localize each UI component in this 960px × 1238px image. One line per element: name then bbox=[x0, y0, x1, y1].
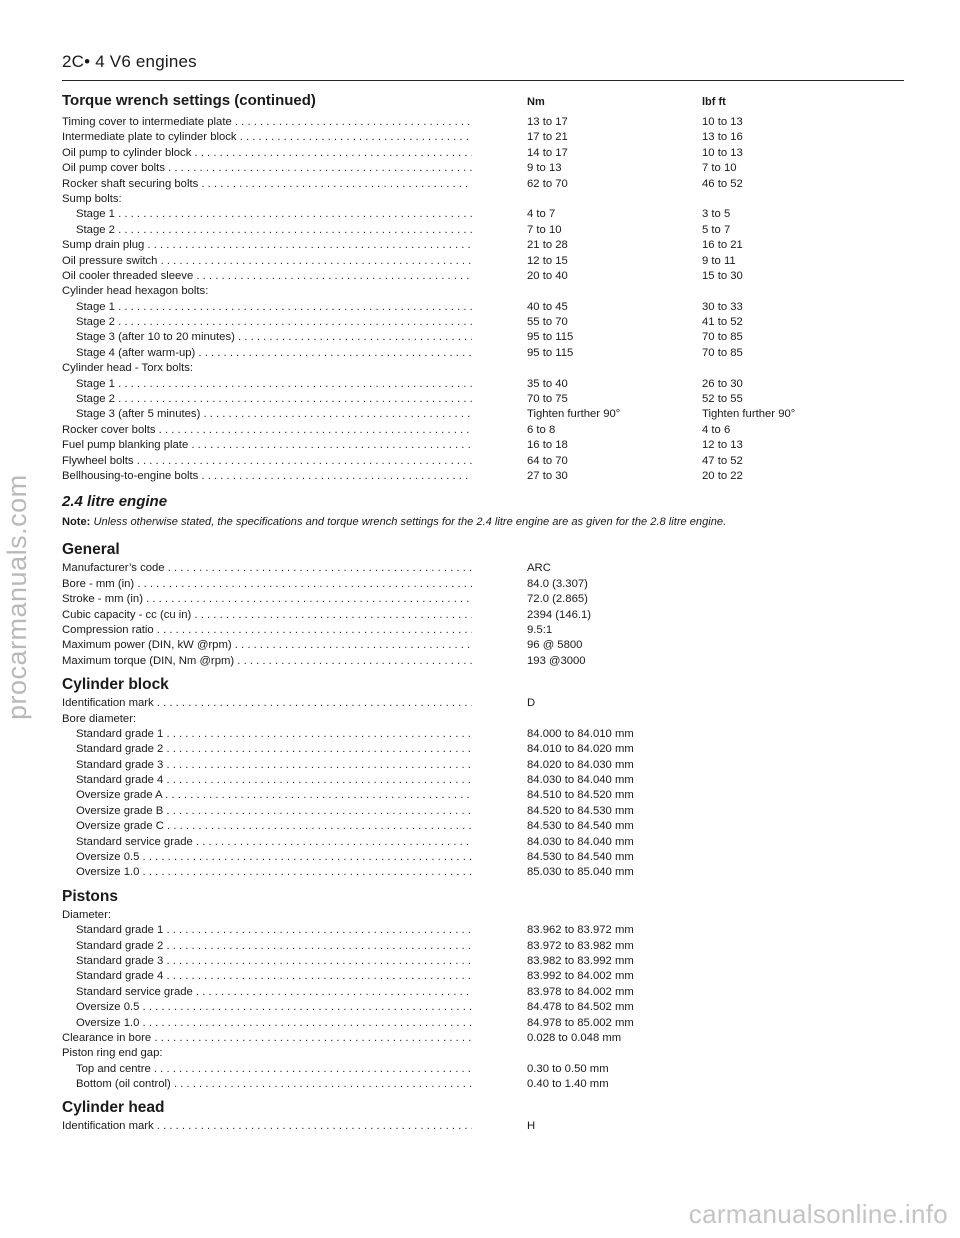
table-row bbox=[62, 130, 912, 145]
row-label: Piston ring end gap: bbox=[62, 1047, 163, 1060]
table-row bbox=[62, 835, 912, 850]
row-nm: 95 to 115 bbox=[527, 346, 574, 359]
row-label: Standard grade 1 . . . bbox=[76, 727, 472, 742]
row-value: 84.030 to 84.040 mm bbox=[527, 774, 634, 787]
row-lbf: 10 to 13 bbox=[702, 116, 743, 128]
torque-table bbox=[62, 115, 912, 484]
row-lbf: Tighten further 90° bbox=[702, 408, 796, 421]
row-label: Oversize 1.0 . . . bbox=[76, 1016, 472, 1031]
row-lbf: 26 to 30 bbox=[702, 377, 743, 390]
row-value: 193 @3000 bbox=[527, 654, 586, 667]
row-value: 84.478 to 84.502 mm bbox=[527, 1001, 634, 1014]
row-label: Bore diameter: bbox=[62, 712, 137, 725]
row-nm: 27 to 30 bbox=[527, 469, 568, 482]
table-row bbox=[62, 561, 912, 576]
row-label: Stage 2 . . . bbox=[76, 315, 472, 330]
row-value: ARC bbox=[527, 562, 551, 575]
row-nm: 4 to 7 bbox=[527, 208, 556, 221]
row-lbf: 13 to 16 bbox=[702, 131, 743, 144]
row-lbf: 30 to 33 bbox=[702, 300, 743, 313]
row-label: Stage 2 . . . bbox=[76, 223, 472, 238]
note-text: Unless otherwise stated, the specifications and torque wrench settings for the 2.4 litre engine are as given for the 2.8 litre engine. bbox=[93, 516, 727, 529]
table-row bbox=[62, 804, 912, 819]
table-row bbox=[62, 712, 912, 727]
table-row bbox=[62, 985, 912, 1000]
row-nm: 6 to 8 bbox=[527, 423, 556, 436]
cylinder-block-title: Cylinder block bbox=[62, 676, 169, 694]
general-title: General bbox=[62, 541, 120, 559]
row-lbf: 70 to 85 bbox=[702, 331, 743, 344]
row-value: 84.010 to 84.020 mm bbox=[527, 743, 634, 756]
row-lbf: 3 to 5 bbox=[702, 208, 731, 221]
row-value: 84.978 to 85.002 mm bbox=[527, 1016, 634, 1029]
table-row bbox=[62, 115, 912, 130]
row-nm: 16 to 18 bbox=[527, 439, 568, 452]
row-label: Standard grade 4 . . . bbox=[76, 969, 472, 984]
row-label: Diameter: bbox=[62, 908, 111, 921]
row-lbf: 4 to 6 bbox=[702, 423, 731, 436]
row-label: Bore - mm (in) . . . bbox=[62, 577, 472, 592]
table-row bbox=[62, 146, 912, 161]
table-row bbox=[62, 377, 912, 392]
table-row bbox=[62, 223, 912, 238]
row-lbf: 16 to 21 bbox=[702, 239, 743, 252]
row-label: Maximum torque (DIN, Nm @rpm) . . . bbox=[62, 654, 472, 669]
bottom-watermark: carmanualsonline.info bbox=[688, 1199, 948, 1229]
column-nm-header: Nm bbox=[527, 96, 545, 108]
row-value: 84.000 to 84.010 mm bbox=[527, 727, 634, 740]
table-row bbox=[62, 654, 912, 669]
row-label: Oversize 0.5 . . . bbox=[76, 1000, 472, 1015]
row-value: 9.5:1 bbox=[527, 623, 553, 636]
row-value: 72.0 (2.865) bbox=[527, 593, 588, 606]
table-row bbox=[62, 592, 912, 607]
row-nm: 64 to 70 bbox=[527, 454, 568, 467]
column-lbf-header: lbf ft bbox=[702, 96, 726, 108]
row-nm: 35 to 40 bbox=[527, 377, 568, 390]
row-nm: 14 to 17 bbox=[527, 146, 568, 159]
row-nm: 7 to 10 bbox=[527, 223, 562, 236]
row-label: Oversize 0.5 . . . bbox=[76, 850, 472, 865]
row-label: Intermediate plate to cylinder block . . . bbox=[62, 130, 472, 145]
row-label: Oversize 1.0 . . . bbox=[76, 865, 472, 880]
row-value: D bbox=[527, 697, 536, 710]
row-label: Oil pressure switch . . . bbox=[62, 254, 472, 269]
row-lbf: 47 to 52 bbox=[702, 454, 743, 467]
row-label: Rocker shaft securing bolts . . . bbox=[62, 177, 472, 192]
row-label: Oil pump cover bolts . . . bbox=[62, 161, 472, 176]
table-row bbox=[62, 939, 912, 954]
row-label: Stage 1 . . . bbox=[76, 207, 472, 222]
row-label: Oil pump to cylinder block . . . bbox=[62, 146, 472, 161]
row-label: Timing cover to intermediate plate . . . bbox=[62, 115, 472, 130]
table-row bbox=[62, 423, 912, 438]
row-nm: 70 to 75 bbox=[527, 393, 568, 406]
row-value: 84.520 to 84.530 mm bbox=[527, 804, 634, 817]
table-row bbox=[62, 1000, 912, 1015]
row-label: Sump drain plug . . . bbox=[62, 238, 472, 253]
note-label: Note: bbox=[62, 516, 91, 529]
row-label: Standard grade 1 . . . bbox=[76, 923, 472, 938]
row-nm: 40 to 45 bbox=[527, 300, 568, 313]
row-label: Standard service grade . . . bbox=[76, 985, 472, 1000]
row-label: Oversize grade B . . . bbox=[76, 804, 472, 819]
row-nm: 62 to 70 bbox=[527, 177, 568, 190]
row-label: Oil cooler threaded sleeve . . . bbox=[62, 269, 472, 284]
table-row bbox=[62, 577, 912, 592]
table-row bbox=[62, 608, 912, 623]
row-nm: 95 to 115 bbox=[527, 331, 574, 344]
row-label: Stage 4 (after warm-up) . . . bbox=[76, 346, 472, 361]
row-label: Standard grade 3 . . . bbox=[76, 954, 472, 969]
row-value: 84.030 to 84.040 mm bbox=[527, 835, 634, 848]
row-lbf: 9 to 11 bbox=[702, 254, 736, 267]
row-label: Standard grade 2 . . . bbox=[76, 939, 472, 954]
row-lbf: 46 to 52 bbox=[702, 177, 743, 190]
table-row bbox=[62, 192, 912, 207]
table-row bbox=[62, 346, 912, 361]
row-label: Cubic capacity - cc (cu in) . . . bbox=[62, 608, 472, 623]
table-row bbox=[62, 315, 912, 330]
table-row bbox=[62, 469, 912, 484]
row-value: 84.510 to 84.520 mm bbox=[527, 789, 634, 802]
table-row bbox=[62, 742, 912, 757]
row-lbf: 70 to 85 bbox=[702, 346, 743, 359]
row-label: Top and centre . . . bbox=[76, 1062, 472, 1077]
row-label: Stroke - mm (in) . . . bbox=[62, 592, 472, 607]
row-label: Stage 1 . . . bbox=[76, 377, 472, 392]
row-value: 84.530 to 84.540 mm bbox=[527, 851, 634, 864]
table-row bbox=[62, 638, 912, 653]
row-label: Oversize grade C . . . bbox=[76, 819, 472, 834]
table-row bbox=[62, 696, 912, 711]
row-nm: 21 to 28 bbox=[527, 239, 568, 252]
row-label: Standard grade 2 . . . bbox=[76, 742, 472, 757]
row-value: 83.992 to 84.002 mm bbox=[527, 970, 634, 983]
row-lbf: 15 to 30 bbox=[702, 269, 743, 282]
row-value: H bbox=[527, 1120, 536, 1133]
table-row bbox=[62, 1031, 912, 1046]
table-row bbox=[62, 954, 912, 969]
table-row bbox=[62, 623, 912, 638]
row-label: Standard grade 3 . . . bbox=[76, 758, 472, 773]
row-label: Cylinder head - Torx bolts: bbox=[62, 362, 194, 375]
row-label: Fuel pump blanking plate . . . bbox=[62, 438, 472, 453]
row-nm: 12 to 15 bbox=[527, 254, 568, 267]
row-label: Maximum power (DIN, kW @rpm) . . . bbox=[62, 638, 472, 653]
row-nm: 55 to 70 bbox=[527, 316, 568, 329]
cylinder-head-table bbox=[62, 1119, 912, 1134]
row-label: Manufacturer’s code . . . bbox=[62, 561, 472, 576]
row-label: Standard grade 4 . . . bbox=[76, 773, 472, 788]
table-row bbox=[62, 238, 912, 253]
row-value: 0.028 to 0.048 mm bbox=[527, 1031, 622, 1044]
table-row bbox=[62, 1077, 912, 1092]
spec-content bbox=[62, 92, 912, 1135]
row-label: Standard service grade . . . bbox=[76, 835, 472, 850]
row-value: 0.30 to 0.50 mm bbox=[527, 1062, 609, 1075]
table-row bbox=[62, 361, 912, 376]
table-row bbox=[62, 1119, 912, 1134]
pistons-table bbox=[62, 908, 912, 1093]
table-row bbox=[62, 758, 912, 773]
table-row bbox=[62, 850, 912, 865]
table-row bbox=[62, 284, 912, 299]
table-row bbox=[62, 1016, 912, 1031]
row-label: Bottom (oil control) . . . bbox=[76, 1077, 472, 1092]
engine-24-title: 2.4 litre engine bbox=[62, 493, 168, 511]
table-row bbox=[62, 269, 912, 284]
row-label: Flywheel bolts . . . bbox=[62, 454, 472, 469]
row-label: Stage 3 (after 10 to 20 minutes) . . . bbox=[76, 330, 472, 345]
row-value: 96 @ 5800 bbox=[527, 639, 583, 652]
row-label: Identification mark . . . bbox=[62, 696, 472, 711]
row-lbf: 12 to 13 bbox=[702, 439, 743, 452]
table-row bbox=[62, 773, 912, 788]
row-label: Stage 3 (after 5 minutes) . . . bbox=[76, 407, 472, 422]
table-row bbox=[62, 727, 912, 742]
table-row bbox=[62, 330, 912, 345]
row-value: 83.972 to 83.982 mm bbox=[527, 939, 634, 952]
row-label: Rocker cover bolts . . . bbox=[62, 423, 472, 438]
table-row bbox=[62, 865, 912, 880]
row-value: 83.982 to 83.992 mm bbox=[527, 954, 634, 967]
table-row bbox=[62, 923, 912, 938]
row-lbf: 5 to 7 bbox=[702, 223, 731, 236]
cylinder-head-title: Cylinder head bbox=[62, 1099, 165, 1117]
torque-header bbox=[62, 92, 912, 114]
cylinder-block-table bbox=[62, 696, 912, 881]
row-nm: 9 to 13 bbox=[527, 162, 562, 175]
row-value: 83.962 to 83.972 mm bbox=[527, 924, 634, 937]
row-label: Clearance in bore . . . bbox=[62, 1031, 472, 1046]
table-row bbox=[62, 207, 912, 222]
row-label: Cylinder head hexagon bolts: bbox=[62, 285, 209, 298]
row-label: Sump bolts: bbox=[62, 192, 122, 205]
row-nm: 17 to 21 bbox=[527, 131, 568, 144]
header-rule bbox=[62, 80, 904, 81]
table-row bbox=[62, 819, 912, 834]
row-label: Bellhousing-to-engine bolts . . . bbox=[62, 469, 472, 484]
row-value: 84.0 (3.307) bbox=[527, 577, 588, 590]
row-value: 85.030 to 85.040 mm bbox=[527, 866, 634, 879]
side-watermark: procarmanuals.com bbox=[2, 474, 32, 720]
row-label: Stage 2 . . . bbox=[76, 392, 472, 407]
table-row bbox=[62, 300, 912, 315]
row-label: Identification mark . . . bbox=[62, 1119, 472, 1134]
row-label: Stage 1 . . . bbox=[76, 300, 472, 315]
page-header: 2C• 4 V6 engines bbox=[62, 52, 197, 71]
row-lbf: 52 to 55 bbox=[702, 393, 743, 406]
table-row bbox=[62, 392, 912, 407]
row-nm: 13 to 17 bbox=[527, 116, 568, 128]
row-value: 84.020 to 84.030 mm bbox=[527, 758, 634, 771]
table-row bbox=[62, 177, 912, 192]
table-row bbox=[62, 908, 912, 923]
table-row bbox=[62, 454, 912, 469]
pistons-title: Pistons bbox=[62, 887, 118, 905]
table-row bbox=[62, 161, 912, 176]
torque-title: Torque wrench settings (continued) bbox=[62, 92, 316, 109]
row-lbf: 20 to 22 bbox=[702, 469, 743, 482]
row-label: Oversize grade A . . . bbox=[76, 788, 472, 803]
table-row bbox=[62, 438, 912, 453]
table-row bbox=[62, 254, 912, 269]
row-value: 0.40 to 1.40 mm bbox=[527, 1078, 609, 1091]
row-value: 83.978 to 84.002 mm bbox=[527, 985, 634, 998]
general-table bbox=[62, 561, 912, 669]
table-row bbox=[62, 407, 912, 422]
row-label: Compression ratio . . . bbox=[62, 623, 472, 638]
row-nm: 20 to 40 bbox=[527, 269, 568, 282]
table-row bbox=[62, 788, 912, 803]
row-value: 2394 (146.1) bbox=[527, 608, 592, 621]
table-row bbox=[62, 969, 912, 984]
table-row bbox=[62, 1062, 912, 1077]
row-nm: Tighten further 90° bbox=[527, 408, 621, 421]
table-row bbox=[62, 1046, 912, 1061]
row-value: 84.530 to 84.540 mm bbox=[527, 820, 634, 833]
row-lbf: 41 to 52 bbox=[702, 316, 743, 329]
row-lbf: 10 to 13 bbox=[702, 146, 743, 159]
row-lbf: 7 to 10 bbox=[702, 162, 737, 175]
engine-24-note bbox=[62, 516, 912, 538]
